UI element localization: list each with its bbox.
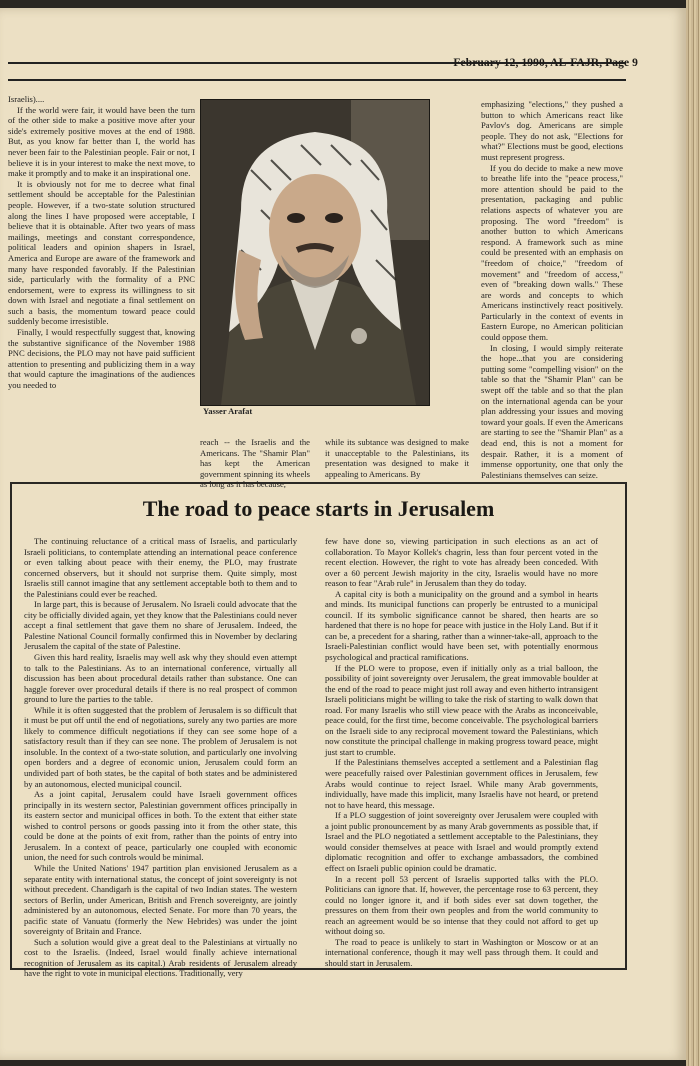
article-column-3 — [325, 437, 469, 479]
page-dateline: February 12, 1990, AL-FAJR, Page 9 — [453, 57, 638, 69]
paragraph: while its subtance was designed to make it unacceptable to the Palestinians, its presentation was designed to make it appealing to Americans. By — [325, 437, 469, 479]
paragraph: The road to peace is unlikely to start in Washington or Moscow or at an international conference, though it may well pass through them. It could and should start in Jerusalem. — [325, 936, 598, 968]
paragraph: If the PLO were to propose, even if initially only as a trial balloon, the possibility of joint sovereignty over Jerusalem, the great immovable boulder at the end of the road to peace might just roll away and even hitherto intransigent Israeli politicians might be willing to take the risk of starting to walk down that road. For many Israelis who still view peace with the Arabs as inconceivable, peace could, for the first time, become conceivable. The psychological barriers on the Israeli side to any reciprocal movement toward the Palestinians, which now constitute the principal challenge in making progress toward peace, might just start to crumble. — [325, 662, 598, 757]
paragraph: In large part, this is because of Jerusalem. No Israeli could advocate that the city be officially divided again, yet they know that the Palestinians could never accept a final settlement that gave them no share of Jerusalem. Indeed, the Palestine National Council formally confirmed this in November by declaring Jerusalem the capital of the state of Palestine. — [24, 599, 297, 652]
paragraph: While the United Nations' 1947 partition plan envisioned Jerusalem as a separate entity with international status, the concept of joint sovereignty is not without precedent. Chandigarh is the capital of two Indian states. The western sectors of Berlin, under American, British and French sovereignty, are jointly administered by an autonomous, elected Senate. For more than 70 years, the pacific state of Vanuatu (formerly the New Hebrides) was under the joint sovereignty of Britain and France. — [24, 862, 297, 937]
paragraph: A capital city is both a municipality on the ground and a symbol in hearts and minds. Its municipal functions can properly be entrusted to a municipal council. If its symbolic significance cannot be shared, then hearts are so hardened that there is no hope for peace with justice in the Holy Land. But if it can be, a precedent for a sharing, rather than a winner-take-all, approach to the Israeli-Palestinian conflict would have been set, with potentially enormous psychological and practical ramifications. — [325, 588, 598, 663]
article-column-1 — [8, 94, 195, 391]
box-column-left — [24, 536, 297, 979]
paragraph: The continuing reluctance of a critical mass of Israelis, and particularly Israeli politicians, to contemplate attending an international peace conference or even talking about peace with their enemy, the PLO, may frustrate concerned observers, but it should not surprise them. Quite simply, most Israelis still cannot imagine that any settlement acceptable both to them and to the Palestinians could ever be reached. — [24, 536, 297, 599]
header-rule — [8, 79, 626, 81]
paragraph: Israelis).... — [8, 94, 45, 104]
portrait-illustration — [201, 100, 429, 405]
paragraph: Given this hard reality, Israelis may well ask why they should even attempt to talk to the Palestinians. As to an international conference, virtually all discussion has been about procedural details rather than substance. One can haggle forever over procedural details if there is no real prospect of common ground to lure the parties to the table. — [24, 652, 297, 705]
paragraph: few have done so, viewing participation in such elections as an act of collaboration. To Mayor Kollek's chagrin, less than four percent voted in the recent election. However, the right to vote has already been conceded. With over a 60 percent Jewish majority in the city, Israelis would have no more reason to fear "Arab rule" in Jerusalem than they do today. — [325, 536, 598, 589]
article-column-4 — [481, 99, 623, 480]
arafat-photo — [200, 99, 430, 406]
page-binding-edge — [686, 0, 700, 1066]
paragraph: While it is often suggested that the problem of Jerusalem is so difficult that it must be put off until the end of negotiations, surely any two parties are more likely to commence difficult negotiations if they can see some hope of a satisfactory result than if they can see none. The problem of Jerusalem is not insoluble. In the context of a two-state solution, and particularly one involving open borders and a degree of economic union, Jerusalem could form an undivided part of both states, be the capital of both states and be administered by an autonomous, elected municipal council. — [24, 704, 297, 789]
paragraph: If the Palestinians themselves accepted a settlement and a Palestinian flag were peacefully raised over Palestinian government offices in Jerusalem, few Arabs would continue to reject Israel. While many Arab governments, individually, have made this implicit, many Israelis have not heard, or pretend not to have heard, this message. — [325, 757, 598, 810]
photo-caption: Yasser Arafat — [203, 406, 253, 416]
paragraph: In a recent poll 53 percent of Israelis supported talks with the PLO. Politicians can ignore that. If, however, the percentage rose to 63 percent, they could no longer ignore it, and if both sides ever sat down together, the pressures on them from their own peoples and from the world community to reach an agreement would be so intense that they could not afford to get up without doing so. — [325, 873, 598, 937]
paragraph: If a PLO suggestion of joint sovereignty over Jerusalem were coupled with a joint public pronouncement by as many Arab governments as possible that, if Israel and the PLO negotiated a settlement acceptable to the Palestinians, they would consider themselves at peace with Israel and would promptly extend diplomatic recognition and offer to exchange ambassadors, the combined effect on Israeli public opinion could be dramatic. — [325, 810, 598, 873]
article-headline: The road to peace starts in Jerusalem — [142, 496, 495, 521]
box-column-right — [325, 536, 598, 968]
paragraph: If the world were fair, it would have been the turn of the other side to make a positive move after your side's extremely positive moves at the end of 1988. But, as you know far better than I, the world has never been fair to the Palestinian people. Fair or not, I believe it is in your interest to make the next move, to make it promptly and to make it an inspirational one. — [8, 104, 195, 179]
paragraph: As a joint capital, Jerusalem could have Israeli government offices principally in its western sector, Palestinian government offices principally in its eastern sector and municipal offices in both. To the extent that either state wished to control persons or goods passing into it from the other state, this could be done at the points of exit from, rather than the points of entry into Jerusalem. In a context of peace, particularly one coupled with economic union, the need for such controls would be minimal. — [24, 789, 297, 863]
paragraph: reach -- the Israelis and the Americans. The "Shamir Plan" has kept the American government spinning its wheels as long as it has because, — [200, 437, 310, 490]
paragraph: If you do decide to make a new move to breathe life into the "peace process," more attention should be paid to the presentation, packaging and public relations aspects of whatever you are proposing. The word "freedom" is another button to which Americans respond. A framework such as mine could be presented with an emphasis on "freedom of choice," "freedom of movement" and "freedom of access," even of "breaking down walls." These are words and concepts to which Americans instinctively react positively. Particularly in the context of events in Eastern Europe, no American politician could oppose them. — [481, 162, 623, 343]
paragraph: In closing, I would simply reiterate the hope...that you are considering putting some "compelling vision" on the table so that the "Shamir Plan" can be swept off the table and so that the plan on the international agenda can be your plan addressing your issues and moving toward your goals. If even the Americans are starting to see the "Shamir Plan" as a dead end, this is not a moment for despair. Rather, it is a moment of immense opportunity, one that only the Palestinians themselves can seize. — [481, 342, 623, 480]
paragraph: emphasizing "elections," they pushed a button to which Americans react like Pavlov's dog. Americans are simple people. They do not ask, "Elections for what?" Elections must be good, elections must represent progress. — [481, 99, 623, 162]
jerusalem-article-box — [10, 482, 627, 979]
paragraph: It is obviously not for me to decree what final settlement should be acceptable for the Palestinian people. However, if a two-state solution structured along the lines I have proposed were acceptable, I believe that it is obtainable. After two years of mass mailings, meetings and constant correspondence, political leaders and opinion shapers in Israel, America and Europe are aware of the framework and many have responded favorably. If the Palestinian side, particularly with the formality of a PNC endorsement, were to express its willingness to sit down with Israel and negotiate a final settlement on such a basis, the momentum toward peace could suddenly become irresistible. — [8, 178, 195, 327]
paragraph: Finally, I would respectfully suggest that, knowing the substantive significance of the November 1988 PNC decisions, the PLO may not have paid sufficient attention to presenting and publicizing them in a way that would capture the imaginations of the audiences you needed to — [8, 327, 195, 391]
paragraph: Such a solution would give a great deal to the Palestinians at virtually no cost to the Israelis. (Indeed, Israel would finally achieve international recognition of Jerusalem as its capital.) Arab residents of Jerusalem already have the right to vote in municipal elections. Traditionally, very — [24, 936, 297, 979]
